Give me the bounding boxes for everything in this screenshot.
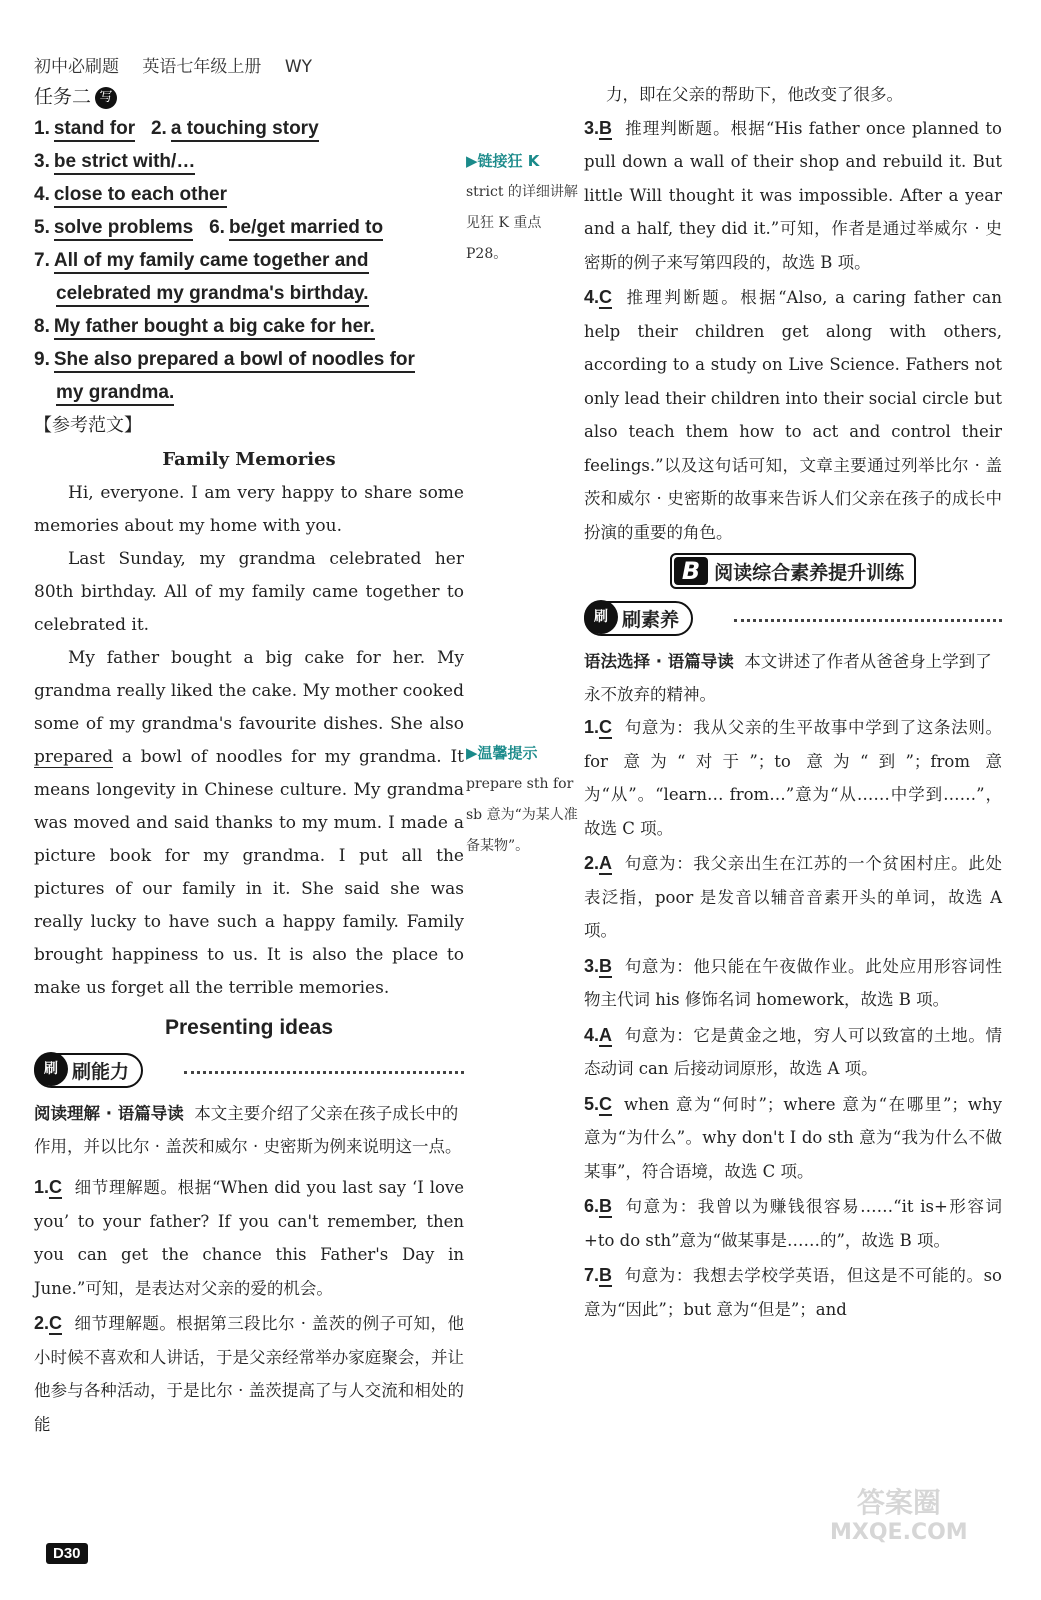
answer-number: 4.	[34, 184, 50, 205]
answer-line	[34, 211, 464, 244]
question-explanation: 细节理解题。根据“When did you last say ‘I love you’ to your father? If you can't remember, then you can get the chance this Father's Day in June.”可知，是表达对父亲的爱的机会。	[34, 1178, 464, 1298]
question-answer: B	[599, 955, 613, 976]
answer-line	[34, 310, 464, 343]
subject-title: 英语七年级上册	[142, 57, 262, 77]
answer-text: She also prepared a bowl of noodles for	[54, 349, 415, 373]
essay-paragraph	[34, 642, 464, 1005]
tip-note	[466, 738, 578, 862]
watermark-line1: 答案圈	[856, 1486, 941, 1519]
answer-text: be/get married to	[229, 217, 383, 241]
grammar-item	[584, 847, 1002, 948]
answer-text: All of my family came together and	[54, 250, 369, 274]
question-answer: B	[599, 1196, 613, 1216]
answer-text: be strict with/…	[54, 151, 195, 175]
question-continuation: 力，即在父亲的帮助下，他改变了很多。	[606, 85, 903, 104]
answer-number: 2.	[150, 118, 167, 139]
section-b-letter: B	[674, 557, 708, 585]
grammar-item	[584, 1088, 1002, 1189]
tip-label-text: 温馨提示	[477, 744, 538, 762]
tip-text: prepare sth for sb 意为“为某人准备某物”。	[466, 776, 578, 854]
question-explanation: 推理判断题。根据“His father once planned to pull down a wall of their shop and rebuild it. But little Will thought it was impossible. After a year and a half, they did it.”可知，作者是通过举威尔 · 史密斯的例子来写第四段的，故选 B 项。	[584, 118, 1002, 272]
question-explanation: 句意为：我父亲出生在江苏的一个贫困村庄。此处表泛指，poor 是发音以辅音音素开头的单词，故选 A 项。	[584, 854, 1002, 940]
link-label-text: 链接狂 K	[477, 152, 540, 170]
question-item	[34, 1171, 464, 1305]
section-b-title: 阅读综合素养提升训练	[714, 562, 905, 584]
question-answer: B	[599, 1265, 613, 1285]
dotted-divider	[184, 1071, 464, 1074]
guide-text: 本文主要介绍了父亲在孩子成长中的作用，并以比尔 · 盖茨和威尔 · 史密斯为例来说明这一点。	[34, 1104, 462, 1156]
answer-text: celebrated my grandma's birthday.	[56, 283, 369, 307]
watermark-line2: MXQE.COM	[830, 1520, 968, 1545]
answer-text: solve problems	[54, 217, 193, 241]
grammar-item	[584, 950, 1002, 1017]
question-number: 1.	[584, 717, 600, 737]
question-answer: C	[599, 1093, 613, 1114]
brush-icon: 刷	[34, 1052, 68, 1086]
essay-text: a bowl of noodles for my grandma. It means longevity in Chinese culture. My grandma was moved and said thanks to my mum. I made a picture book for my grandma. I put all the pictures of our family in it. She said she was really lucky to have such a happy family. Family brought happiness to us. It is also the place to make us forget all the terrible memories.	[34, 747, 464, 998]
question-explanation: 句意为：它是黄金之地，穷人可以致富的土地。情态动词 can 后接动词原形，故选 A 项。	[584, 1025, 1002, 1078]
grammar-item	[584, 711, 1002, 845]
question-explanation: when 意为“何时”；where 意为“在哪里”；why 意为“为什么”。why don't I do sth 意为“我为什么不做某事”，符合语境，故选 C 项。	[584, 1094, 1002, 1181]
question-answer: C	[49, 1177, 63, 1197]
question-number: 2.	[34, 1313, 50, 1333]
answer-text: a touching story	[171, 118, 319, 142]
answer-line	[34, 343, 464, 376]
question-answer: C	[599, 717, 613, 737]
answer-text: my grandma.	[56, 382, 174, 406]
question-number: 6.	[584, 1196, 600, 1216]
reading-guide	[34, 1097, 464, 1163]
question-number: 7.	[584, 1265, 600, 1285]
question-explanation: 句意为：我想去学校学英语，但这是不可能的。so 意为“因此”；but 意为“但是”；and	[584, 1266, 1002, 1319]
answer-text: close to each other	[54, 184, 227, 208]
question-number: 4.	[584, 287, 600, 307]
guide-label: 语法选择 · 语篇导读	[584, 652, 734, 671]
literacy-tab-pill	[584, 601, 693, 636]
sample-essay-label: 【参考范文】	[34, 415, 142, 436]
link-text: strict 的详细讲解见狂 K 重点 P28。	[466, 184, 578, 262]
answer-number: 9.	[34, 349, 50, 370]
grammar-item	[584, 1019, 1002, 1086]
presenting-ideas-title: Presenting ideas	[164, 1016, 334, 1039]
guide-label: 阅读理解 · 语篇导读	[34, 1104, 184, 1123]
answer-line	[34, 376, 464, 409]
question-number: 1.	[34, 1177, 50, 1197]
literacy-section-tab	[584, 601, 1002, 639]
question-answer: A	[599, 853, 613, 873]
brush-icon: 刷	[584, 600, 618, 634]
essay-body	[34, 477, 464, 1005]
answer-line	[34, 277, 464, 310]
link-label: ▶链接狂 K	[466, 152, 540, 170]
dotted-divider	[734, 619, 1002, 622]
link-note	[466, 146, 578, 270]
book-title: 初中必刷题	[34, 57, 119, 77]
ability-tab-label: 刷能力	[72, 1061, 130, 1083]
write-badge-icon: 写	[95, 87, 117, 109]
answer-line	[34, 145, 464, 178]
answer-number: 6.	[209, 217, 225, 238]
answer-number: 1.	[34, 118, 50, 139]
answer-number: 8.	[34, 316, 50, 337]
section-b-banner	[584, 553, 1002, 593]
page-number: D30	[46, 1543, 88, 1564]
page-header	[34, 52, 330, 77]
question-answer: A	[599, 1024, 613, 1045]
question-explanation: 句意为：他只能在午夜做作业。此处应用形容词性物主代词 his 修饰名词 homework，故选 B 项。	[584, 956, 1002, 1009]
question-item	[34, 1307, 464, 1441]
answer-line	[34, 112, 464, 145]
task2-title: 任务二	[34, 86, 92, 108]
answer-number: 5.	[34, 217, 50, 238]
question-explanation: 句意为：我曾以为赚钱很容易……“it is+形容词+to do sth”意为“做某事是……的”，故选 B 项。	[584, 1197, 1002, 1250]
guide-text: 本文讲述了作者从爸爸身上学到了永不放弃的精神。	[584, 652, 992, 704]
question-answer: C	[49, 1313, 63, 1333]
left-column	[34, 82, 464, 1443]
grammar-answer-list	[584, 711, 1002, 1326]
task2-heading	[34, 82, 464, 112]
answer-number: 3.	[34, 151, 50, 172]
essay-underlined-word: prepared	[34, 747, 114, 767]
question-answer: C	[599, 287, 613, 307]
essay-paragraph: Hi, everyone. I am very happy to share some memories about my home with you.	[34, 483, 464, 536]
grammar-guide	[584, 645, 1002, 711]
question-explanation: 句意为：我从父亲的生平故事中学到了这条法则。for 意为“对于”；to 意为“到”；from 意为“从”。“learn… from…”意为“从……中学到……”，故选 C 项。	[584, 718, 1002, 838]
question-explanation: 细节理解题。根据第三段比尔 · 盖茨的例子可知，他小时候不喜欢和人讲话，于是父亲经常举办家庭聚会，并让他参与各种活动，于是比尔 · 盖茨提高了与人交流和相处的能	[34, 1314, 464, 1434]
answer-text: My father bought a big cake for her.	[54, 316, 375, 340]
edition-label: WY	[284, 57, 313, 77]
question-number: 2.	[584, 853, 600, 873]
watermark-logo	[830, 1488, 968, 1548]
section-b-box	[670, 553, 916, 589]
tip-label: ▶温馨提示	[466, 744, 538, 762]
ability-tab-pill	[34, 1053, 143, 1088]
question-number: 3.	[584, 117, 600, 138]
answer-text: stand for	[54, 118, 135, 142]
question-number: 3.	[584, 955, 600, 976]
question-answer: B	[599, 117, 613, 138]
answer-line	[34, 244, 464, 277]
essay-text: My father bought a big cake for her. My grandma really liked the cake. My mother cooked some of my grandma's favourite dishes. She also	[34, 648, 464, 734]
question-explanation: 推理判断题。根据“Also, a caring father can help their children get along with others, according to a study on Live Science. Fathers not only lead their children into their social circle but also teach them how to act and control their feelings.”以及这句话可知，文章主要通过列举比尔 · 盖茨和威尔 · 史密斯的故事来告诉人们父亲在孩子的成长中扮演的重要的角色。	[584, 288, 1002, 542]
answer-number: 7.	[34, 250, 50, 271]
essay-paragraph: Last Sunday, my grandma celebrated her 80th birthday. All of my family came together to celebrated it.	[34, 549, 464, 635]
question-item	[584, 281, 1002, 549]
answer-line	[34, 178, 464, 211]
grammar-item	[584, 1259, 1002, 1326]
right-column	[584, 78, 1002, 1328]
question-item	[584, 112, 1002, 280]
grammar-item	[584, 1190, 1002, 1257]
literacy-tab-label: 刷素养	[622, 609, 680, 631]
essay-title: Family Memories	[162, 449, 336, 470]
question-number: 4.	[584, 1024, 600, 1045]
ability-section-tab	[34, 1053, 464, 1091]
question-number: 5.	[584, 1093, 600, 1114]
